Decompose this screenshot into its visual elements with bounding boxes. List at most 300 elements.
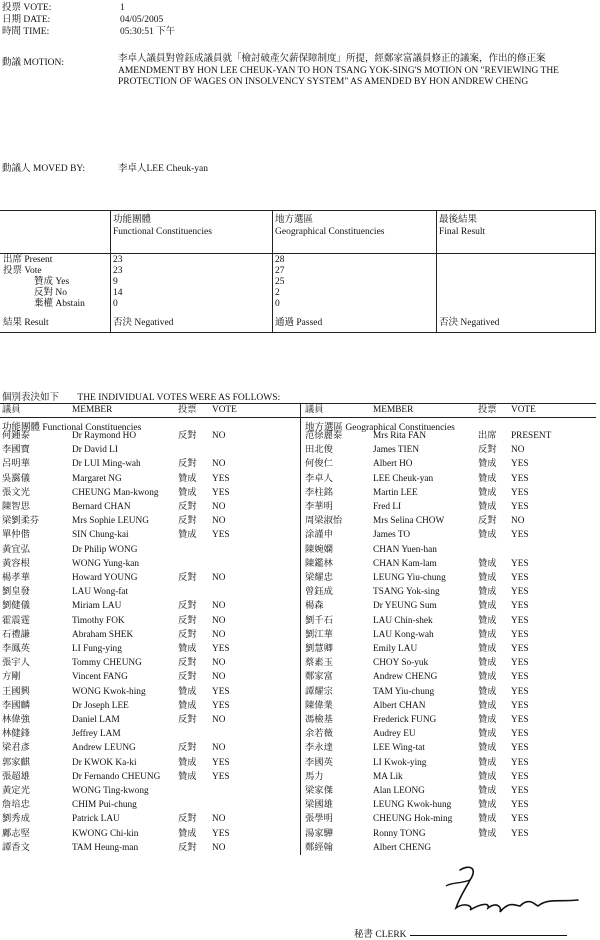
vote-zh: 反對 [478,516,497,527]
left-column-headers [2,405,298,415]
member-name-en: Albert HO [373,459,413,470]
vote-en: NO [212,502,226,512]
member-name-zh: 黃容根 [2,558,30,569]
vote-zh: 贊成 [478,686,497,697]
member-name-en: Dr David LI [72,445,118,456]
member-name-en: Dr KWOK Ka-ki [72,757,137,768]
member-name-zh: 郭家麒 [2,757,30,768]
summary-table [0,210,596,333]
left-member-row [2,644,298,654]
gc-yes: 25 [275,277,285,287]
vote-en: NO [212,672,226,683]
left-member-row [2,445,298,455]
right-member-row [305,616,595,626]
row-vote-label: 投票 Vote [3,266,42,276]
member-name-zh: 余若薇 [305,729,333,740]
member-name-en: KWONG Chi-kin [72,828,139,839]
gc-present: 28 [275,255,285,265]
left-member-row [2,743,298,753]
vote-zh: 贊成 [478,814,497,825]
member-name-zh: 譚香文 [2,842,30,853]
member-name-zh: 李國英 [305,757,333,768]
member-name-en: TAM Heung-man [72,842,139,853]
member-name-zh: 陳婉嫻 [305,544,333,555]
vote-en: YES [511,459,529,470]
right-member-row [305,758,595,768]
vote-en: YES [511,615,529,626]
motion-text [118,54,593,89]
member-name-en: Audrey EU [373,729,416,740]
vote-en: YES [511,729,529,740]
left-member-row [2,772,298,782]
member-name-en: WONG Kwok-hing [72,686,146,697]
left-member-row [2,814,298,824]
vote-zh: 贊成 [478,601,497,612]
vote-zh: 反對 [178,516,197,527]
member-name-zh: 劉秀成 [2,814,30,825]
vote-en: YES [212,487,230,498]
vote-zh: 贊成 [478,771,497,782]
date-value: 04/05/2005 [120,15,164,25]
vote-zh: 反對 [178,842,197,853]
vote-en: NO [212,601,226,612]
right-member-row [305,729,595,739]
member-name-en: James TO [373,530,411,541]
left-member-row [2,545,298,555]
member-name-en: Mrs Rita FAN [373,431,427,441]
vote-zh: 贊成 [478,743,497,754]
vote-zh: 反對 [178,814,197,825]
vote-zh: 贊成 [478,800,497,811]
member-name-en: WONG Yung-kan [72,558,140,569]
final-header-zh: 最後結果 [439,215,478,225]
vote-zh: 贊成 [178,644,197,654]
right-member-row [305,786,595,796]
right-member-row [305,829,595,839]
right-member-row [305,601,595,611]
left-col-vote-zh: 投票 [178,405,197,415]
member-name-en: Emily LAU [373,644,418,654]
vote-zh: 贊成 [178,473,197,484]
motion-label: 動議 MOTION: [2,58,65,68]
vote-en: NO [212,743,226,754]
left-member-row [2,431,298,441]
vote-zh: 反對 [178,502,197,512]
vote-en: YES [511,629,529,640]
member-name-zh: 劉慧卿 [305,644,333,654]
vote-en: YES [212,757,230,768]
right-member-row [305,587,595,597]
member-name-en: Dr LUI Ming-wah [72,459,141,470]
left-member-row [2,701,298,711]
vote-en: NO [212,459,226,470]
right-member-row [305,459,595,469]
vote-en: YES [511,800,529,811]
member-name-en: CHEUNG Hok-ming [373,814,453,825]
vote-zh: 贊成 [178,757,197,768]
right-member-row [305,772,595,782]
member-name-en: TAM Yiu-chung [373,686,435,697]
member-name-en: Alan LEONG [373,786,425,796]
row-abstain-label: 棄權 Abstain [34,299,85,309]
gc-header-en: Geographical Constituencies [275,227,385,237]
right-member-row [305,687,595,697]
left-member-row [2,715,298,725]
vote-en: YES [511,601,529,612]
time-label: 時間 TIME: [2,27,50,37]
moved-by-value: 李卓人LEE Cheuk-yan [118,164,208,174]
member-name-zh: 梁國雄 [305,800,333,811]
left-member-row [2,672,298,682]
right-member-row [305,672,595,682]
right-member-row [305,559,595,569]
right-member-row [305,715,595,725]
vote-zh: 贊成 [478,658,497,669]
individual-title [2,389,280,403]
member-name-zh: 曾鈺成 [305,587,333,598]
vote-en: YES [212,828,230,839]
member-name-en: LEE Cheuk-yan [373,473,434,484]
vote-zh: 贊成 [478,828,497,839]
vote-zh: 贊成 [478,587,497,598]
motion-chinese: 李卓人議員對曾鈺成議員就「檢討破產欠薪保障制度」所提，經鄭家富議員修正的議案，作出的修正案 [118,54,546,64]
member-name-en: Miriam LAU [72,601,122,612]
vote-en: YES [212,644,230,654]
member-name-zh: 劉皇發 [2,587,30,598]
vote-zh: 贊成 [178,487,197,498]
left-member-row [2,800,298,810]
right-member-row [305,658,595,668]
vote-zh: 反對 [178,629,197,640]
vote-zh: 反對 [178,573,197,583]
vote-en: NO [212,715,226,725]
motion-english: AMENDMENT BY HON LEE CHEUK-YAN TO HON TSANG YOK-SING'S MOTION ON "REVIEWING THE PROTECTION OF WAGES ON INSOLVENCY SYSTEM" AS AMENDED BY HON ANDREW CHENG [118,65,559,87]
member-name-zh: 張宇人 [2,658,30,669]
member-name-zh: 陳智思 [2,502,30,512]
vote-en: NO [212,431,226,441]
vote-zh: 反對 [178,601,197,612]
individual-title-en: THE INDIVIDUAL VOTES WERE AS FOLLOWS: [77,393,281,403]
member-name-en: LEUNG Kwok-hung [373,800,452,811]
vote-zh: 贊成 [478,502,497,512]
vote-en: YES [511,558,529,569]
vote-zh: 贊成 [478,573,497,583]
vote-zh: 贊成 [478,672,497,683]
vote-en: NO [212,516,226,527]
member-name-en: Howard YOUNG [72,573,138,583]
vote-en: YES [511,587,529,598]
vote-en: YES [511,771,529,782]
member-name-zh: 方剛 [2,672,21,683]
vote-zh: 贊成 [178,530,197,541]
member-name-zh: 張超雄 [2,771,30,782]
fc-no: 14 [113,288,123,298]
right-member-row [305,502,595,512]
member-name-zh: 單仲偕 [2,530,30,541]
member-name-en: Mrs Sophie LEUNG [72,516,149,527]
vote-en: YES [511,530,529,541]
member-name-zh: 鄺志堅 [2,828,30,839]
member-name-en: Frederick FUNG [373,715,437,725]
fc-yes: 9 [113,277,118,287]
member-name-zh: 楊孝華 [2,573,30,583]
right-member-row [305,545,595,555]
left-member-row [2,616,298,626]
vote-en: YES [511,715,529,725]
member-name-en: LAU Chin-shek [373,615,433,626]
left-col-member-zh: 議員 [2,405,21,415]
right-member-row [305,530,595,540]
vote-en: NO [511,516,525,527]
vote-zh: 贊成 [478,558,497,569]
member-name-zh: 李柱銘 [305,487,333,498]
vote-zh: 贊成 [478,644,497,654]
member-name-en: LEE Wing-tat [373,743,425,754]
member-name-zh: 詹培忠 [2,800,30,811]
vote-en: NO [212,842,226,853]
member-name-zh: 何俊仁 [305,459,333,470]
left-member-row [2,530,298,540]
left-member-row [2,687,298,697]
member-name-en: Patrick LAU [72,814,120,825]
member-name-en: Dr Joseph LEE [72,700,129,711]
member-name-en: James TIEN [373,445,420,456]
vote-zh: 贊成 [178,686,197,697]
member-name-en: Dr Raymond HO [72,431,137,441]
member-name-zh: 吳靄儀 [2,473,30,484]
member-name-zh: 蔡素玉 [305,658,333,669]
member-name-zh: 張文光 [2,487,30,498]
row-yes-label: 贊成 Yes [34,277,70,287]
vote-zh: 贊成 [478,757,497,768]
left-member-row [2,488,298,498]
vote-en: YES [212,771,230,782]
left-member-row [2,502,298,512]
member-name-en: Fred LI [373,502,402,512]
member-name-en: CHAN Kam-lam [373,558,437,569]
vote-zh: 贊成 [478,700,497,711]
vote-zh: 贊成 [478,530,497,541]
left-member-row [2,474,298,484]
vote-en: YES [511,743,529,754]
member-name-zh: 李國寶 [2,445,30,456]
gc-vote: 27 [275,266,285,276]
member-name-en: LEUNG Yiu-chung [373,573,446,583]
gc-no: 2 [275,288,280,298]
member-name-zh: 馮檢基 [305,715,333,725]
left-col-vote-en: VOTE [212,405,237,415]
vote-zh: 贊成 [478,715,497,725]
left-member-row [2,758,298,768]
vote-zh: 反對 [178,743,197,754]
member-name-zh: 黃定光 [2,786,30,796]
member-name-en: LI Fung-ying [72,644,122,654]
right-member-row [305,843,595,853]
right-member-row [305,516,595,526]
vote-zh: 贊成 [478,615,497,626]
member-name-zh: 李華明 [305,502,333,512]
member-name-en: Ronny TONG [373,828,426,839]
vote-en: YES [511,644,529,654]
right-col-member-zh: 議員 [305,405,324,415]
member-name-en: Dr Philip WONG [72,544,138,555]
member-name-en: Martin LEE [373,487,418,498]
moved-by-label: 動議人 MOVED BY: [2,164,86,174]
clerk-signature-line [410,935,567,936]
left-member-row [2,786,298,796]
vote-en: NO [212,615,226,626]
vote-zh: 贊成 [478,786,497,796]
vote-en: YES [511,573,529,583]
fc-abstain: 0 [113,299,118,309]
vote-en: YES [511,473,529,484]
vote-en: NO [212,658,226,669]
member-name-zh: 呂明華 [2,459,30,470]
member-name-zh: 梁君彥 [2,743,30,754]
vote-en: PRESENT [511,431,552,441]
member-name-en: TSANG Yok-sing [373,587,440,598]
left-member-row [2,587,298,597]
left-group-title: 功能團體 Functional Constituencies [2,423,142,433]
member-name-en: MA Lik [373,771,403,782]
member-name-en: Margaret NG [72,473,122,484]
vote-en: YES [511,786,529,796]
member-name-en: CHAN Yuen-han [373,544,437,555]
member-name-zh: 李鳳英 [2,644,30,654]
left-member-row [2,658,298,668]
vote-value: 1 [120,3,125,13]
right-col-vote-en: VOTE [511,405,536,415]
vote-zh: 出席 [478,431,497,441]
member-name-zh: 涂謹申 [305,530,333,541]
left-member-row [2,559,298,569]
vote-en: YES [212,530,230,541]
member-name-en: Dr YEUNG Sum [373,601,437,612]
left-member-row [2,459,298,469]
vote-en: YES [511,672,529,683]
member-name-en: Jeffrey LAM [72,729,121,740]
member-name-en: Vincent FANG [72,672,128,683]
member-name-en: Timothy FOK [72,615,125,626]
date-label: 日期 DATE: [2,15,51,25]
member-name-zh: 梁耀忠 [305,573,333,583]
right-col-vote-zh: 投票 [478,405,497,415]
member-name-zh: 張學明 [305,814,333,825]
clerk-label: 秘書 CLERK [354,930,407,940]
member-name-zh: 黃宜弘 [2,544,30,555]
vote-en: NO [212,629,226,640]
vote-zh: 贊成 [178,828,197,839]
vote-zh: 反對 [178,431,197,441]
vote-en: YES [212,473,230,484]
right-member-row [305,800,595,810]
left-col-member-en: MEMBER [72,405,113,415]
right-member-row [305,445,595,455]
vote-zh: 贊成 [478,729,497,740]
right-member-row [305,814,595,824]
vote-en: NO [511,445,525,456]
vote-en: YES [212,686,230,697]
member-name-zh: 范徐麗泰 [305,431,343,441]
vote-zh: 贊成 [478,487,497,498]
vote-en: YES [511,686,529,697]
gc-header-zh: 地方選區 [275,215,314,225]
member-name-zh: 田北俊 [305,445,333,456]
right-group-title: 地方選區 Geographical Constituencies [305,423,455,433]
member-name-en: Tommy CHEUNG [72,658,142,669]
vote-zh: 贊成 [178,700,197,711]
member-name-en: LAU Kong-wah [373,629,434,640]
member-name-zh: 王國興 [2,686,30,697]
member-name-zh: 劉江華 [305,629,333,640]
vote-zh: 反對 [178,459,197,470]
vote-zh: 贊成 [478,459,497,470]
vote-zh: 反對 [178,658,197,669]
left-member-row [2,729,298,739]
vote-en: YES [511,487,529,498]
member-name-en: Andrew CHENG [373,672,438,683]
row-present-label: 出席 Present [3,255,53,265]
member-name-zh: 鄭經翰 [305,842,333,853]
vote-en: YES [511,700,529,711]
member-name-zh: 李國麟 [2,700,30,711]
member-name-zh: 楊森 [305,601,324,612]
vote-zh: 贊成 [478,473,497,484]
right-member-row [305,431,595,441]
member-name-zh: 石禮謙 [2,629,30,640]
member-name-en: Andrew LEUNG [72,743,136,754]
member-name-zh: 霍震霆 [2,615,30,626]
left-member-row [2,516,298,526]
time-value: 05:30:51 下午 [120,27,176,37]
left-member-row [2,601,298,611]
left-member-row [2,573,298,583]
fc-vote: 23 [113,266,123,276]
member-name-zh: 林健鋒 [2,729,30,740]
fc-header-zh: 功能團體 [113,215,152,225]
right-member-row [305,488,595,498]
vote-en: YES [511,502,529,512]
member-name-zh: 林偉強 [2,715,30,725]
right-member-row [305,701,595,711]
row-no-label: 反對 No [34,288,67,298]
vote-zh: 反對 [178,615,197,626]
vote-en: NO [212,573,226,583]
member-name-en: Abraham SHEK [72,629,134,640]
member-name-zh: 梁劉柔芬 [2,516,40,527]
member-name-zh: 李卓人 [305,473,333,484]
vote-en: YES [511,828,529,839]
individual-title-zh: 個別表決如下 [2,393,60,403]
member-name-en: Dr Fernando CHEUNG [72,771,161,782]
member-name-zh: 陳偉業 [305,700,333,711]
member-name-en: LAU Wong-fat [72,587,129,598]
vote-en: YES [511,658,529,669]
member-name-zh: 李永達 [305,743,333,754]
vote-en: YES [511,757,529,768]
member-name-zh: 梁家傑 [305,786,333,796]
member-name-zh: 譚耀宗 [305,686,333,697]
fc-result: 否決 Negatived [113,318,174,328]
member-name-en: LI Kwok-ying [373,757,427,768]
vote-zh: 反對 [178,672,197,683]
final-header-en: Final Result [439,227,486,237]
fc-present: 23 [113,255,123,265]
right-member-row [305,743,595,753]
member-name-zh: 湯家驊 [305,828,333,839]
right-col-member-en: MEMBER [373,405,414,415]
left-member-row [2,630,298,640]
